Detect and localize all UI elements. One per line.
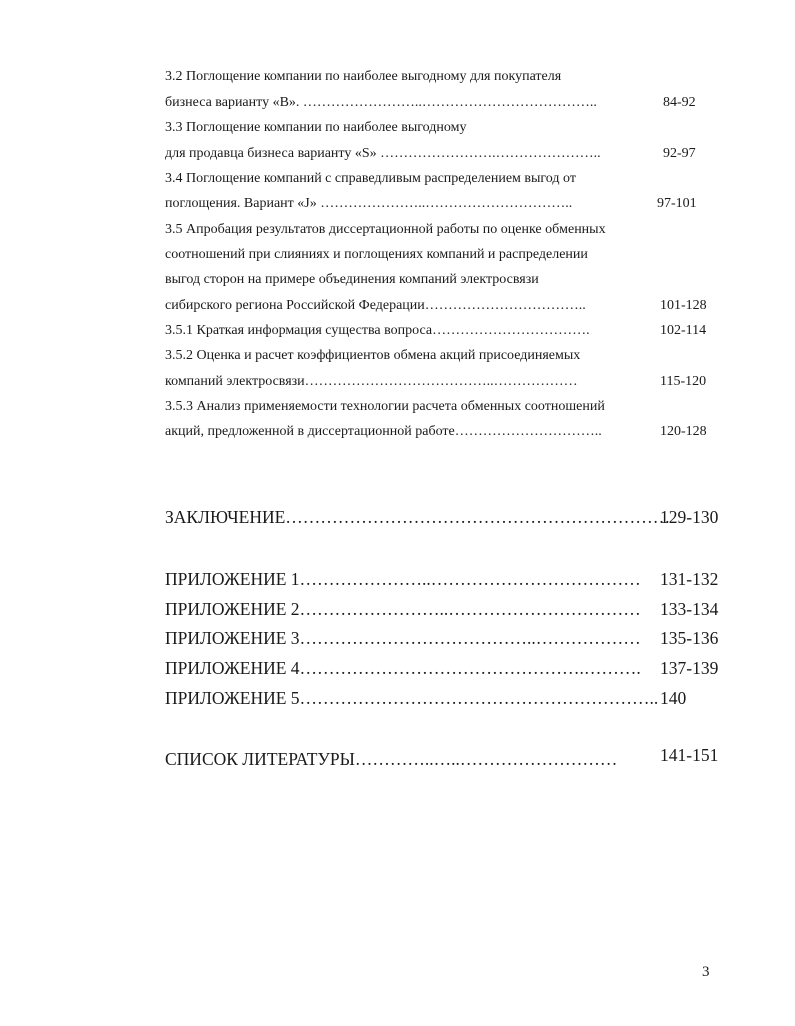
toc-conclusion: ЗАКЛЮЧЕНИЕ…………………………………………………………	[165, 507, 671, 527]
toc-entry-3-5-line-1: 3.5 Апробация результатов диссертационной работы по оценке обменных	[165, 222, 606, 237]
toc-entry-3-5-2-pages: 115-120	[660, 374, 707, 389]
toc-entry-3-5-line-3: выгод сторон на примере объединения компаний электросвязи	[165, 272, 539, 287]
toc-appendix-5-pages: 140	[660, 688, 687, 708]
page-number: 3	[702, 964, 710, 980]
toc-conclusion-pages: 129-130	[660, 507, 719, 527]
toc-entry-3-2-line-2: бизнеса варианту «В». ……………………..………………………………..	[165, 95, 597, 110]
toc-appendix-2: ПРИЛОЖЕНИЕ 2……………………..……………………………	[165, 599, 641, 619]
toc-entry-3-4-line-1: 3.4 Поглощение компаний с справедливым распределением выгод от	[165, 171, 576, 186]
toc-entry-3-3-line-1: 3.3 Поглощение компании по наиболее выгодному	[165, 120, 467, 135]
toc-appendix-3: ПРИЛОЖЕНИЕ 3…………………………………..………………	[165, 628, 641, 648]
toc-entry-3-5-line-4: сибирского региона Российской Федерации……………………………..	[165, 298, 586, 313]
toc-entry-3-5-1-line-1: 3.5.1 Краткая информация существа вопроса…………………………….	[165, 323, 590, 338]
toc-entry-3-5-3-line-1: 3.5.3 Анализ применяемости технологии расчета обменных соотношений	[165, 399, 605, 414]
toc-entry-3-5-1-pages: 102-114	[660, 323, 707, 338]
toc-entry-3-5-pages: 101-128	[660, 298, 707, 313]
toc-bibliography-pages: 141-151	[660, 745, 719, 765]
toc-entry-3-2-pages: 84-92	[663, 95, 696, 110]
toc-entry-3-5-3-pages: 120-128	[660, 424, 707, 439]
toc-entry-3-3-line-2: для продавца бизнеса варианту «S» …………………….…………………..	[165, 146, 601, 161]
toc-appendix-4-pages: 137-139	[660, 658, 719, 678]
toc-appendix-1: ПРИЛОЖЕНИЕ 1…………………..………………………………	[165, 569, 641, 589]
toc-appendix-2-pages: 133-134	[660, 599, 719, 619]
toc-appendix-4: ПРИЛОЖЕНИЕ 4………………………………………….……….	[165, 658, 641, 678]
toc-entry-3-2-line-1: 3.2 Поглощение компании по наиболее выгодному для покупателя	[165, 69, 562, 84]
toc-entry-3-5-3-line-2: акций, предложенной в диссертационной работе…………………………..	[165, 424, 602, 439]
toc-entry-3-4-line-2: поглощения. Вариант «J» …………………..…………………………..	[165, 196, 573, 211]
toc-entry-3-5-2-line-1: 3.5.2 Оценка и расчет коэффициентов обмена акций присоединяемых	[165, 348, 581, 363]
toc-bibliography: СПИСОК ЛИТЕРАТУРЫ…………..…..………………………	[165, 749, 618, 769]
toc-appendix-3-pages: 135-136	[660, 628, 719, 648]
toc-entry-3-5-2-line-2: компаний электросвязи…………………………………..………………	[165, 374, 578, 389]
toc-entry-3-5-line-2: соотношений при слияниях и поглощениях компаний и распределении	[165, 247, 588, 262]
toc-entry-3-4-pages: 97-101	[657, 196, 697, 211]
toc-entry-3-3-pages: 92-97	[663, 146, 696, 161]
toc-appendix-1-pages: 131-132	[660, 569, 719, 589]
toc-appendix-5: ПРИЛОЖЕНИЕ 5……………………………………………………..	[165, 688, 659, 708]
